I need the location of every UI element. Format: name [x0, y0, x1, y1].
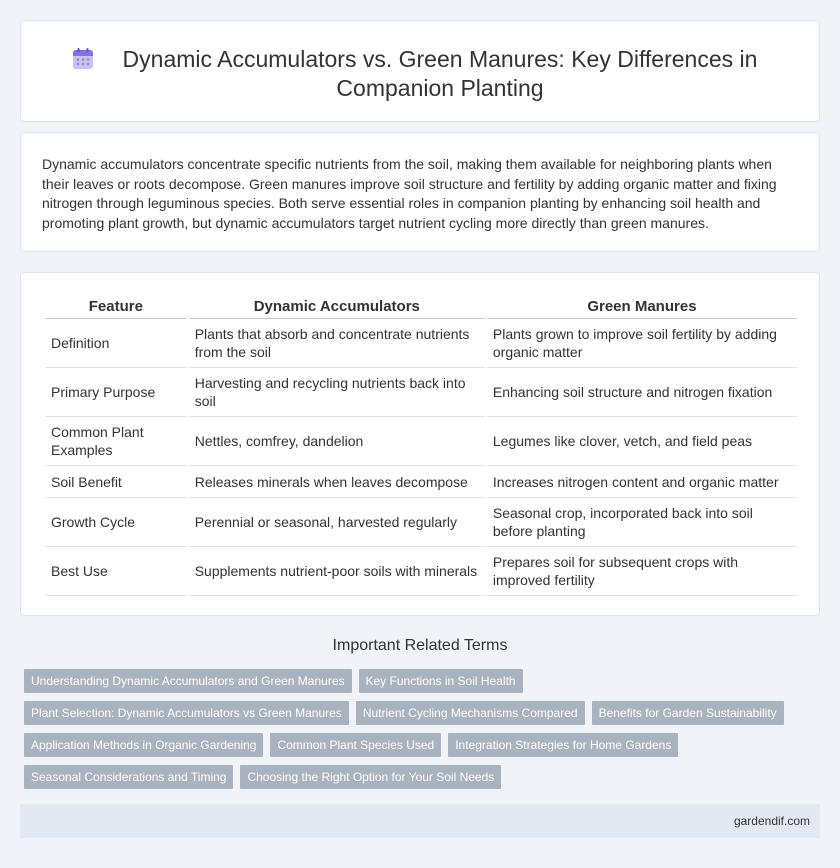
related-term-tag[interactable]: Application Methods in Organic Gardening: [24, 733, 263, 757]
row-feature: Growth Cycle: [45, 498, 187, 547]
title-card: [20, 20, 820, 122]
row-dynamic-accumulators: Plants that absorb and concentrate nutrients from the soil: [189, 319, 485, 368]
footer: [20, 804, 820, 838]
comparison-table: [43, 297, 799, 596]
footer-site-link[interactable]: gardendif.com: [733, 814, 810, 828]
table-row: [45, 466, 797, 498]
comparison-table-card: [20, 272, 820, 616]
related-term-tag[interactable]: Integration Strategies for Home Gardens: [448, 733, 678, 757]
related-term-tag[interactable]: Choosing the Right Option for Your Soil Needs: [240, 765, 501, 789]
row-green-manures: Seasonal crop, incorporated back into soil before planting: [487, 498, 797, 547]
header-green-manures: Green Manures: [487, 297, 797, 319]
row-feature: Common Plant Examples: [45, 417, 187, 466]
related-term-tag[interactable]: Plant Selection: Dynamic Accumulators vs Green Manures: [24, 701, 349, 725]
header-dynamic-accumulators: Dynamic Accumulators: [189, 297, 485, 319]
row-green-manures: Enhancing soil structure and nitrogen fixation: [487, 368, 797, 417]
table-row: [45, 498, 797, 547]
page-title: Dynamic Accumulators vs. Green Manures: Key Differences in Companion Planting: [122, 46, 758, 101]
row-feature: Definition: [45, 319, 187, 368]
intro-paragraph: Dynamic accumulators concentrate specific nutrients from the soil, making them available for neighboring plants when their leaves or roots decompose. Green manures improve soil structure and fertility by adding organic matter and fixing nitrogen through leguminous species. Both serve essential roles in companion planting by enhancing soil health and promoting plant growth, but dynamic accumulators target nutrient cycling more directly than green manures.: [42, 156, 777, 231]
row-green-manures: Plants grown to improve soil fertility by adding organic matter: [487, 319, 797, 368]
table-row: [45, 319, 797, 368]
row-dynamic-accumulators: Releases minerals when leaves decompose: [189, 466, 485, 498]
related-terms-tags: [24, 669, 814, 797]
related-term-tag[interactable]: Seasonal Considerations and Timing: [24, 765, 233, 789]
header-feature: Feature: [45, 297, 187, 319]
related-term-tag[interactable]: Understanding Dynamic Accumulators and Green Manures: [24, 669, 352, 693]
row-dynamic-accumulators: Nettles, comfrey, dandelion: [189, 417, 485, 466]
row-feature: Best Use: [45, 547, 187, 596]
related-term-tag[interactable]: Common Plant Species Used: [270, 733, 441, 757]
related-term-tag[interactable]: Key Functions in Soil Health: [359, 669, 523, 693]
row-feature: Primary Purpose: [45, 368, 187, 417]
table-row: [45, 547, 797, 596]
related-term-tag[interactable]: Benefits for Garden Sustainability: [592, 701, 784, 725]
row-green-manures: Increases nitrogen content and organic matter: [487, 466, 797, 498]
row-green-manures: Legumes like clover, vetch, and field peas: [487, 417, 797, 466]
row-dynamic-accumulators: Supplements nutrient-poor soils with minerals: [189, 547, 485, 596]
related-term-tag[interactable]: Nutrient Cycling Mechanisms Compared: [356, 701, 585, 725]
row-dynamic-accumulators: Perennial or seasonal, harvested regularly: [189, 498, 485, 547]
table-row: [45, 417, 797, 466]
table-row: [45, 368, 797, 417]
related-terms-title: Important Related Terms: [332, 637, 508, 654]
row-dynamic-accumulators: Harvesting and recycling nutrients back into soil: [189, 368, 485, 417]
row-feature: Soil Benefit: [45, 466, 187, 498]
row-green-manures: Prepares soil for subsequent crops with improved fertility: [487, 547, 797, 596]
intro-card: [20, 132, 820, 252]
